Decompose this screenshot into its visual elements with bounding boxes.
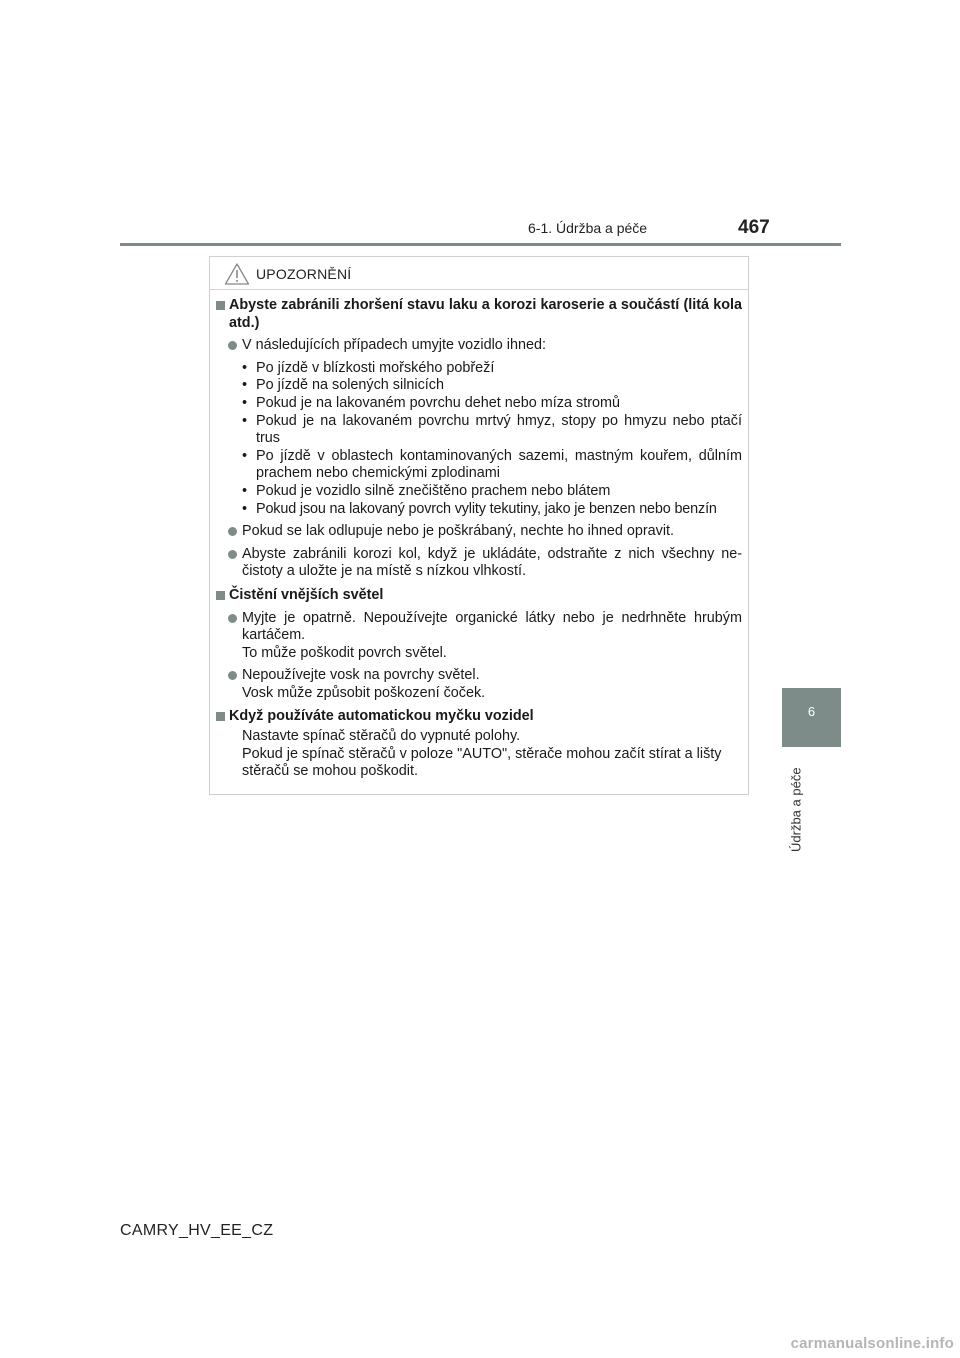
sub-list-item: • Pokud jsou na lakovaný povrch vylity tekutiny, jako je benzen nebo benzín bbox=[242, 500, 717, 517]
square-bullet-icon bbox=[216, 591, 225, 600]
square-bullet-icon bbox=[216, 712, 225, 721]
sub-list-item: • Pokud je vozidlo silně znečištěno prachem nebo blátem bbox=[242, 482, 611, 499]
list-item: Myjte je opatrně. Nepoužívejte organické látky nebo je nedrhněte hrubým kartáčem. To může poškodit povrch světel. bbox=[228, 610, 742, 663]
circle-bullet-icon bbox=[228, 671, 237, 680]
list-item: Nepoužívejte vosk na povrchy světel. Vosk může způsobit poškození čoček. bbox=[228, 667, 742, 702]
header-divider bbox=[120, 243, 841, 246]
section-heading: Když používáte automatickou myčku vozidel bbox=[216, 708, 742, 726]
chapter-number: 6 bbox=[807, 704, 816, 719]
list-item: Pokud se lak odlupuje nebo je poškrábaný, nechte ho ihned opravit. bbox=[228, 523, 742, 541]
list-item: V následujících případech umyjte vozidlo ihned: bbox=[228, 337, 742, 355]
circle-bullet-icon bbox=[228, 550, 237, 559]
page-number: 467 bbox=[738, 217, 770, 238]
sub-list-item: • Po jízdě v oblastech kontaminovaných sazemi, mastným kouřem, důlním prachem nebo chemickými zplodinami bbox=[242, 447, 742, 482]
paragraph: Pokud je spínač stěračů v poloze "AUTO", stěrače mohou začít stírat a lišty stěračů se mohou poškodit. bbox=[242, 745, 722, 780]
square-bullet-icon bbox=[216, 301, 225, 310]
sub-list-item: • Po jízdě v blízkosti mořského pobřeží bbox=[242, 359, 495, 376]
sub-list-item: • Pokud je na lakovaném povrchu dehet nebo míza stromů bbox=[242, 394, 620, 411]
sub-list-item: • Po jízdě na solených silnicích bbox=[242, 377, 444, 394]
paragraph: Nastavte spínač stěračů do vypnuté polohy. bbox=[242, 728, 521, 745]
watermark-link[interactable]: carmanualsonline.info bbox=[790, 1335, 954, 1352]
sub-list bbox=[242, 360, 742, 518]
warning-title: UPOZORNĚNÍ bbox=[256, 266, 352, 282]
circle-bullet-icon bbox=[228, 341, 237, 350]
circle-bullet-icon bbox=[228, 614, 237, 623]
section-title: 6-1. Údržba a péče bbox=[528, 220, 648, 236]
warning-header bbox=[224, 259, 351, 289]
section-heading: Čistění vnějších světel bbox=[216, 587, 742, 605]
warning-triangle-icon bbox=[224, 262, 250, 286]
sub-list-item: • Pokud je na lakovaném povrchu mrtvý hmyz, stopy po hmyzu nebo ptačí trus bbox=[242, 412, 742, 447]
list-item: Abyste zabránili korozi kol, když je ukládáte, odstraňte z nich všechny ne-čistoty a uložte je na místě s nízkou vlhkostí. bbox=[228, 546, 742, 581]
chapter-title-vertical: Údržba a péče bbox=[788, 767, 804, 852]
warning-header-divider bbox=[210, 289, 748, 290]
model-code: CAMRY_HV_EE_CZ bbox=[120, 1222, 274, 1239]
chapter-tab[interactable] bbox=[782, 688, 841, 747]
circle-bullet-icon bbox=[228, 527, 237, 536]
section-heading: Abyste zabránili zhoršení stavu laku a korozi karoserie a součástí (litá kola atd.) bbox=[216, 297, 742, 332]
warning-box bbox=[209, 256, 749, 795]
warning-content bbox=[216, 297, 742, 781]
